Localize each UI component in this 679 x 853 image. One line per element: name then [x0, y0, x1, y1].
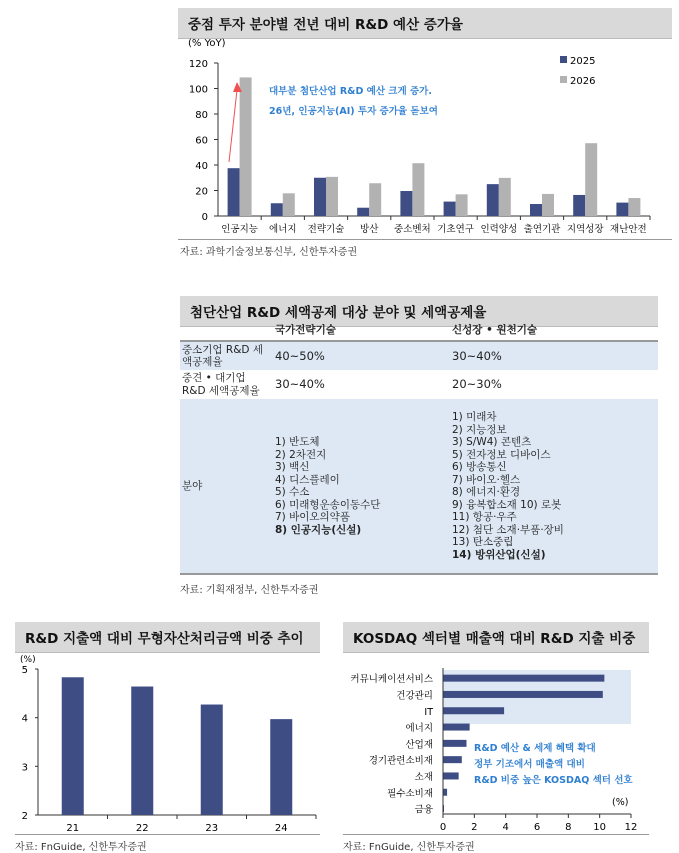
- header-blank: [180, 320, 273, 341]
- bar: [62, 677, 84, 815]
- x-tick-label: 22: [135, 823, 149, 834]
- table-row: [180, 399, 658, 574]
- x-tick-label: 인공지능: [221, 224, 258, 235]
- x-tick-label: 4: [502, 822, 509, 833]
- chart1-title: 중점 투자 분야별 전년 대비 R&D 예산 증가율: [178, 8, 672, 39]
- field-item: 12) 첨단 소재·부품·장비: [452, 523, 564, 536]
- field-item: 6) 방송통신: [452, 461, 507, 473]
- intangible-ratio-chart: [0, 650, 330, 835]
- chart3-title: KOSDAQ 섹터별 매출액 대비 R&D 지출 비중: [343, 622, 649, 653]
- bar-2026: [326, 177, 338, 216]
- x-tick-label: 기초연구: [437, 224, 474, 235]
- y-tick-label: 소재: [414, 771, 433, 783]
- y-tick-label: 경기관련소비재: [368, 755, 433, 767]
- bar: [443, 707, 504, 714]
- y-tick-label: 산업재: [405, 739, 433, 751]
- field-item: 8) 인공지능(신설): [275, 523, 362, 536]
- y-tick-label: 0: [201, 212, 208, 223]
- field-item: 7) 바이오의약품: [275, 511, 350, 523]
- table-row: [180, 370, 658, 399]
- arrow-line: [229, 90, 237, 162]
- y-tick-label: 120: [188, 59, 208, 70]
- legend-swatch: [560, 76, 567, 83]
- bar: [443, 740, 467, 747]
- field-item: 5) 수소: [275, 486, 310, 498]
- table-title: 첨단산업 R&D 세액공제 대상 분야 및 세액공제율: [180, 296, 658, 327]
- legend-swatch: [560, 56, 567, 63]
- budget-growth-chart: [170, 32, 679, 237]
- cell-growth: 30~40%: [450, 341, 658, 370]
- bar-2025: [616, 203, 628, 216]
- field-item: 5) 전자정보 디바이스: [452, 448, 551, 461]
- x-tick-label: 23: [205, 823, 219, 834]
- field-item: 8) 에너지·환경: [452, 486, 521, 498]
- bar: [270, 719, 292, 815]
- bar-2026: [240, 77, 252, 216]
- x-tick-label: 전략기술: [307, 224, 345, 235]
- field-item: 13) 탄소중립: [452, 536, 514, 548]
- y-tick-label: 필수소비재: [387, 788, 433, 800]
- field-item: 11) 항공·우주: [452, 511, 517, 523]
- bar-2025: [573, 195, 585, 216]
- legend-label: 2026: [570, 76, 596, 87]
- bar-2025: [400, 191, 412, 216]
- bar-2025: [228, 168, 240, 216]
- y-tick-label: 100: [188, 84, 208, 96]
- annotation-text: 26년, 인공지능(AI) 투자 증가율 돋보여: [269, 106, 438, 117]
- x-tick-label: 8: [565, 822, 572, 833]
- bar-2025: [314, 178, 326, 216]
- table-source: 자료: 기획재정부, 신한투자증권: [180, 585, 319, 596]
- header-growth: 신성장 • 원천기술: [450, 320, 658, 341]
- bar: [201, 705, 223, 815]
- x-tick-label: 24: [274, 823, 288, 834]
- x-tick-label: 10: [593, 822, 607, 833]
- field-item: 7) 바이오·헬스: [452, 473, 521, 486]
- bar-2026: [542, 194, 554, 216]
- x-tick-label: 21: [66, 823, 80, 834]
- y-tick-label: 금융: [414, 804, 433, 816]
- table-row: [180, 341, 658, 370]
- bar: [443, 724, 470, 731]
- tax-credit-table: [180, 320, 658, 575]
- legend-label: 2025: [570, 56, 596, 67]
- bar-2025: [357, 208, 369, 216]
- bar-2025: [487, 184, 499, 216]
- annotation-text: R&D 비중 높은 KOSDAQ 섹터 선호: [474, 775, 633, 786]
- cell-national: 40~50%: [273, 341, 450, 370]
- bar: [443, 675, 604, 682]
- field-item: 3) 백신: [275, 461, 310, 473]
- x-tick-label: 재난안전: [610, 224, 647, 235]
- chart2-title: R&D 지출액 대비 무형자산처리금액 비중 추이: [15, 622, 320, 653]
- bar-2025: [271, 203, 283, 216]
- row-label: 중소기업 R&D 세액공제율: [180, 341, 273, 370]
- x-tick-label: 12: [624, 822, 638, 833]
- y-tick-label: 건강관리: [396, 690, 433, 702]
- bar-2026: [499, 178, 511, 216]
- y-tick-label: 2: [21, 811, 28, 822]
- bar-2026: [456, 194, 468, 216]
- national-fields-list: [273, 399, 450, 574]
- y-tick-label: 5: [21, 665, 28, 676]
- chart3-source: 자료: FnGuide, 신한투자증권: [343, 842, 475, 853]
- x-tick-label: 지역성장: [566, 224, 604, 235]
- annotation-text: 대부분 첨단산업 R&D 예산 크게 증가.: [269, 86, 432, 97]
- bar-2026: [412, 163, 424, 216]
- bar: [443, 772, 459, 779]
- bar-2026: [628, 198, 640, 216]
- cell-national: 30~40%: [275, 377, 325, 392]
- x-tick-label: 방산: [360, 224, 379, 235]
- field-item: 1) 반도체: [275, 436, 320, 448]
- row-label: 중견 • 대기업 R&D 세액공제율: [182, 372, 260, 397]
- bar-2026: [585, 143, 597, 216]
- field-item: 9) 융복합소재 10) 로봇: [452, 498, 562, 511]
- x-tick-label: 에너지: [269, 224, 297, 235]
- field-item: 2) 2차전지: [275, 448, 327, 461]
- annotation-text: 정부 기조에서 매출액 대비: [474, 759, 585, 770]
- cell-growth: 20~30%: [452, 377, 502, 392]
- y-tick-label: IT: [424, 706, 433, 718]
- annotation-text: R&D 예산 & 세제 혜택 확대: [474, 743, 596, 754]
- chart2-source: 자료: FnGuide, 신한투자증권: [15, 842, 147, 853]
- y-tick-label: 60: [195, 135, 208, 147]
- kosdaq-rd-chart: [330, 650, 679, 835]
- chart1-source: 자료: 과학기술정보통신부, 신한투자증권: [180, 247, 358, 258]
- y-tick-label: 커뮤니케이션서비스: [350, 674, 433, 686]
- x-axis-label: (%): [612, 797, 629, 808]
- y-tick-label: 3: [21, 762, 28, 774]
- x-tick-label: 6: [533, 822, 541, 833]
- y-tick-label: 80: [195, 110, 208, 121]
- x-tick-label: 인력양성: [480, 224, 518, 235]
- y-axis-label: (% YoY): [188, 38, 226, 49]
- x-tick-label: 중소벤처: [394, 224, 431, 235]
- bar: [443, 789, 447, 796]
- y-tick-label: 40: [195, 161, 208, 172]
- field-item: 1) 미래차: [452, 411, 497, 423]
- field-item: 4) 디스플레이: [275, 473, 340, 486]
- y-tick-label: 20: [195, 186, 208, 198]
- bar-2025: [444, 202, 456, 216]
- field-item: 2) 지능정보: [452, 423, 507, 436]
- bar-2026: [369, 183, 381, 216]
- x-tick-label: 출연기관: [523, 224, 561, 235]
- row-label: 분야: [180, 399, 273, 574]
- bar: [443, 756, 462, 763]
- bar-2025: [530, 204, 542, 216]
- y-axis-label: (%): [20, 655, 36, 665]
- bar: [131, 687, 153, 815]
- y-tick-label: 4: [21, 713, 28, 725]
- x-tick-label: 2: [471, 822, 478, 833]
- field-item: 6) 미래형운송이동수단: [275, 498, 381, 511]
- field-item: 14) 방위산업(신설): [452, 548, 546, 561]
- bar-2026: [283, 193, 295, 216]
- header-national: 국가전략기술: [273, 320, 450, 341]
- growth-fields-list: [450, 399, 658, 574]
- x-tick-label: 0: [439, 822, 447, 833]
- field-item: 3) S/W4) 콘텐츠: [452, 436, 532, 448]
- y-tick-label: 에너지: [405, 723, 433, 735]
- bar: [443, 691, 603, 698]
